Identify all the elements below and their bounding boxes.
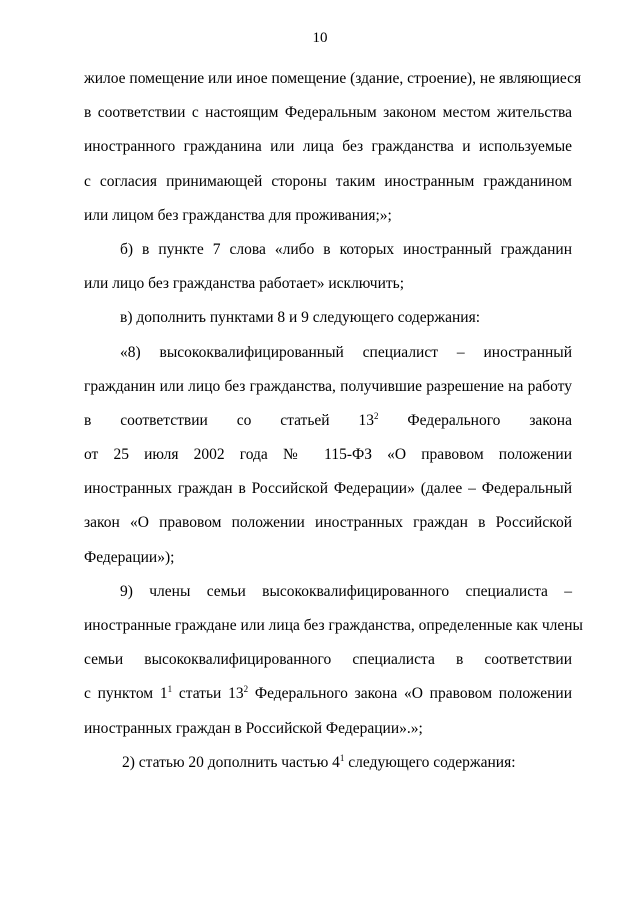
- text-line: семьи высококвалифицированного специалиста в соответствии: [84, 651, 572, 669]
- text-segment: с пунктом 1: [84, 685, 168, 703]
- text-line: 9) члены семьи высококвалифицированного специалиста –: [120, 582, 572, 600]
- text-line: с согласия принимающей стороны таким иностранным гражданином: [84, 172, 572, 190]
- superscript: 1: [167, 684, 173, 695]
- text-line: иностранного гражданина или лица без гражданства и используемые: [84, 138, 572, 156]
- document-body: [84, 62, 583, 780]
- text-segment: следующего содержания:: [344, 753, 516, 771]
- text-line: [84, 746, 572, 780]
- page-number: 10: [312, 30, 328, 46]
- text-line: или лицо без гражданства работает» исключить;: [84, 275, 405, 293]
- text-line: «8) высококвалифицированный специалист – иностранный: [120, 343, 572, 361]
- text-segment: 2) статью 20 дополнить частью 4: [122, 753, 340, 771]
- text-segment: статьи 13: [172, 685, 244, 703]
- text-line: жилое помещение или иное помещение (здание, строение), не являющиеся: [84, 70, 582, 87]
- text-segment: в соответствии со статьей 13: [84, 411, 374, 429]
- text-segment: Федерального закона: [378, 411, 572, 429]
- text-line: или лицом без гражданства для проживания;»;: [84, 206, 392, 224]
- text-line: б) в пункте 7 слова «либо в которых иностранный гражданин: [120, 240, 572, 258]
- text-line: иностранных граждан в Российской Федерации».»;: [84, 719, 423, 737]
- superscript: 2: [243, 684, 249, 695]
- text-line: в соответствии с настоящим Федеральным законом местом жительства: [84, 104, 572, 122]
- text-line: иностранные граждане или лица без гражданства, определенные как члены: [84, 617, 583, 634]
- text-segment: Федерального закона «О правовом положении: [248, 685, 572, 703]
- text-line: от 25 июля 2002 года № 115-ФЗ «О правовом положении: [84, 446, 572, 464]
- text-line: [84, 677, 572, 711]
- text-line: закон «О правовом положении иностранных граждан в Российской: [84, 514, 572, 532]
- text-line: Федерации»);: [84, 548, 175, 566]
- superscript: 2: [373, 410, 379, 421]
- text-line: гражданин или лицо без гражданства, получившие разрешение на работу: [84, 377, 572, 395]
- text-line: в) дополнить пунктами 8 и 9 следующего содержания:: [120, 309, 481, 327]
- superscript: 1: [339, 752, 345, 763]
- text-line: [84, 404, 572, 438]
- text-line: иностранных граждан в Российской Федерации» (далее – Федеральный: [84, 480, 572, 498]
